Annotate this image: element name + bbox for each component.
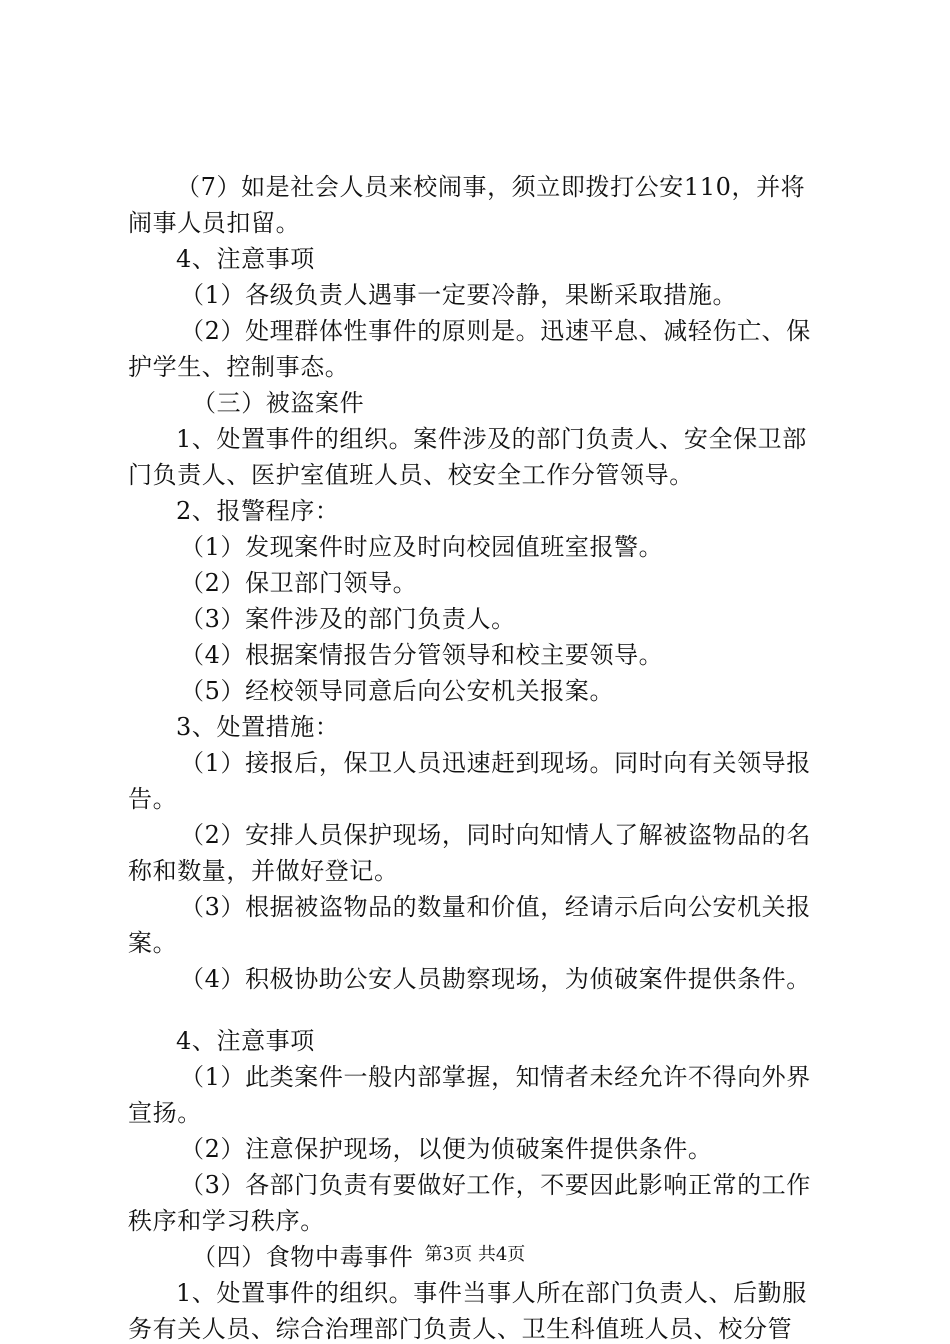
section-heading: （三）被盗案件 xyxy=(192,389,365,417)
paragraph-line: （3）各部门负责有要做好工作，不要因此影响正常的工作 xyxy=(180,1171,811,1199)
paragraph-line: （1）各级负责人遇事一定要冷静，果断采取措施。 xyxy=(180,281,738,309)
paragraph-line: 务有关人员、综合治理部门负责人、卫生科值班人员、校分管 xyxy=(128,1315,793,1343)
paragraph-line: （3）根据被盗物品的数量和价值，经请示后向公安机关报 xyxy=(180,893,811,921)
paragraph-line: 告。 xyxy=(128,785,178,813)
section-heading: （四）食物中毒事件 xyxy=(192,1243,414,1271)
paragraph-line: 秩序和学习秩序。 xyxy=(128,1207,325,1235)
section-heading: 4、注意事项 xyxy=(176,1027,315,1055)
paragraph-line: （2）注意保护现场，以便为侦破案件提供条件。 xyxy=(180,1135,713,1163)
paragraph-line: 称和数量，并做好登记。 xyxy=(128,857,399,885)
paragraph-line: 案。 xyxy=(128,929,178,957)
paragraph-line: （1）发现案件时应及时向校园值班室报警。 xyxy=(180,533,664,561)
paragraph-line: （2）安排人员保护现场，同时向知情人了解被盗物品的名 xyxy=(180,821,811,849)
paragraph-line: 宣扬。 xyxy=(128,1099,202,1127)
paragraph-line: 护学生、控制事态。 xyxy=(128,353,350,381)
document-body xyxy=(128,172,831,1344)
section-heading: 3、处置措施： xyxy=(176,713,340,741)
paragraph-line: 门负责人、医护室值班人员、校安全工作分管领导。 xyxy=(128,461,694,489)
paragraph-line: （3）案件涉及的部门负责人。 xyxy=(180,605,516,633)
page-footer: 第3页 共4页 xyxy=(424,1244,526,1265)
paragraph-line: （1）接报后，保卫人员迅速赶到现场。同时向有关领导报 xyxy=(180,749,811,777)
paragraph-line: （1）此类案件一般内部掌握，知情者未经允许不得向外界 xyxy=(180,1063,811,1091)
paragraph-line: （5）经校领导同意后向公安机关报案。 xyxy=(180,677,615,705)
section-heading: 4、注意事项 xyxy=(176,245,315,273)
paragraph-line: （4）积极协助公安人员勘察现场，为侦破案件提供条件。 xyxy=(180,965,811,993)
paragraph-line: （7）如是社会人员来校闹事，须立即拨打公安110，并将 xyxy=(176,173,806,201)
paragraph-line: （2）处理群体性事件的原则是。迅速平息、减轻伤亡、保 xyxy=(180,317,811,345)
section-heading: 2、报警程序： xyxy=(176,497,340,525)
paragraph-line: （2）保卫部门领导。 xyxy=(180,569,418,597)
paragraph-line: 1、处置事件的组织。案件涉及的部门负责人、安全保卫部 xyxy=(176,425,807,453)
paragraph-line: 1、处置事件的组织。事件当事人所在部门负责人、后勤服 xyxy=(176,1279,807,1307)
paragraph-line: （4）根据案情报告分管领导和校主要领导。 xyxy=(180,641,664,669)
paragraph-line: 闹事人员扣留。 xyxy=(128,209,301,237)
